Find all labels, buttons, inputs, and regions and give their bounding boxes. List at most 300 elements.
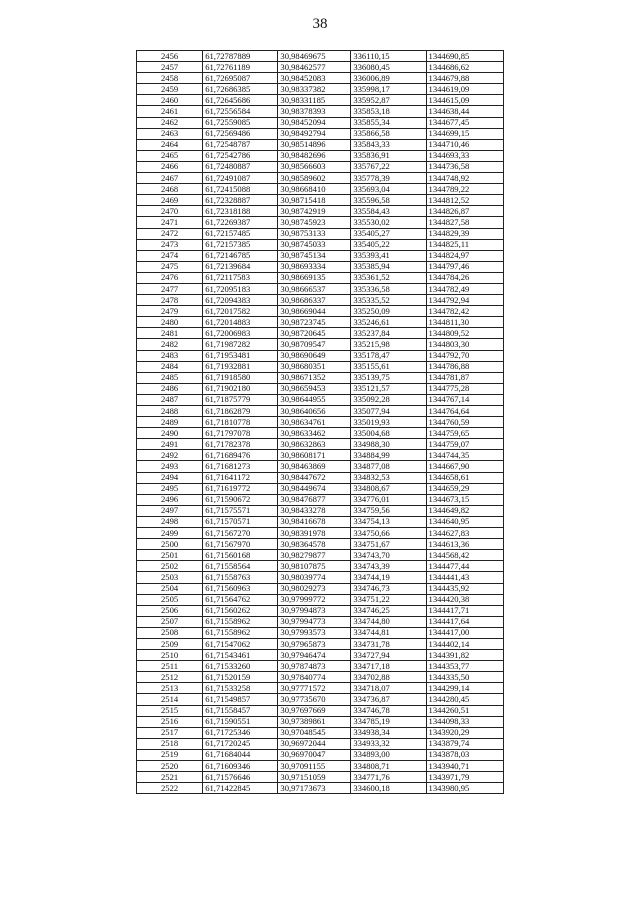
longitude-cell: 30,98671352 [278,372,351,383]
point-number-cell: 2500 [137,539,203,550]
table-row [137,650,504,661]
table-row [137,561,504,572]
point-number-cell: 2520 [137,761,203,772]
latitude-cell: 61,72017582 [203,306,278,317]
x-coordinate-cell: 335336,58 [351,283,426,294]
y-coordinate-cell: 1344764,64 [426,406,503,417]
latitude-cell: 61,71953481 [203,350,278,361]
latitude-cell: 61,71576646 [203,772,278,783]
point-number-cell: 2457 [137,62,203,73]
point-number-cell: 2515 [137,705,203,716]
longitude-cell: 30,98608171 [278,450,351,461]
latitude-cell: 61,71575571 [203,505,278,516]
point-number-cell: 2466 [137,161,203,172]
latitude-cell: 61,72328887 [203,195,278,206]
longitude-cell: 30,98514896 [278,139,351,150]
latitude-cell: 61,71549857 [203,694,278,705]
table-row [137,394,504,405]
y-coordinate-cell: 1344825,11 [426,239,503,250]
x-coordinate-cell: 334702,88 [351,672,426,683]
point-number-cell: 2484 [137,361,203,372]
y-coordinate-cell: 1344260,51 [426,705,503,716]
y-coordinate-cell: 1344477,44 [426,561,503,572]
x-coordinate-cell: 335155,61 [351,361,426,372]
table-row [137,128,504,139]
table-row [137,161,504,172]
x-coordinate-cell: 335139,75 [351,372,426,383]
point-number-cell: 2519 [137,749,203,760]
latitude-cell: 61,72146785 [203,250,278,261]
point-number-cell: 2505 [137,594,203,605]
x-coordinate-cell: 334744,81 [351,627,426,638]
point-number-cell: 2467 [137,173,203,184]
x-coordinate-cell: 335019,93 [351,417,426,428]
y-coordinate-cell: 1344677,45 [426,117,503,128]
table-row [137,683,504,694]
y-coordinate-cell: 1344280,45 [426,694,503,705]
latitude-cell: 61,71609346 [203,761,278,772]
longitude-cell: 30,98378393 [278,106,351,117]
x-coordinate-cell: 334771,76 [351,772,426,783]
table-row [137,638,504,649]
point-number-cell: 2486 [137,383,203,394]
longitude-cell: 30,98589602 [278,173,351,184]
y-coordinate-cell: 1344649,82 [426,505,503,516]
x-coordinate-cell: 335998,17 [351,84,426,95]
point-number-cell: 2469 [137,195,203,206]
y-coordinate-cell: 1344659,29 [426,483,503,494]
longitude-cell: 30,96970047 [278,749,351,760]
y-coordinate-cell: 1344335,50 [426,672,503,683]
x-coordinate-cell: 334751,67 [351,539,426,550]
point-number-cell: 2468 [137,184,203,195]
y-coordinate-cell: 1344353,77 [426,661,503,672]
y-coordinate-cell: 1344782,42 [426,306,503,317]
point-number-cell: 2518 [137,738,203,749]
y-coordinate-cell: 1344827,58 [426,217,503,228]
y-coordinate-cell: 1344619,09 [426,84,503,95]
page-number: 38 [312,16,328,32]
y-coordinate-cell: 1344781,87 [426,372,503,383]
latitude-cell: 61,71543461 [203,650,278,661]
table-row [137,250,504,261]
y-coordinate-cell: 1344744,35 [426,450,503,461]
x-coordinate-cell: 334743,70 [351,550,426,561]
coordinates-table-body [137,51,504,794]
longitude-cell: 30,98029273 [278,583,351,594]
y-coordinate-cell: 1344710,46 [426,139,503,150]
point-number-cell: 2504 [137,583,203,594]
table-row [137,283,504,294]
point-number-cell: 2490 [137,428,203,439]
x-coordinate-cell: 335077,94 [351,406,426,417]
table-row [137,539,504,550]
longitude-cell: 30,98745033 [278,239,351,250]
x-coordinate-cell: 335952,87 [351,95,426,106]
latitude-cell: 61,71902180 [203,383,278,394]
longitude-cell: 30,98632863 [278,439,351,450]
longitude-cell: 30,98331185 [278,95,351,106]
y-coordinate-cell: 1344391,82 [426,650,503,661]
y-coordinate-cell: 1344760,59 [426,417,503,428]
table-row [137,716,504,727]
longitude-cell: 30,98452083 [278,73,351,84]
table-row [137,483,504,494]
longitude-cell: 30,98449674 [278,483,351,494]
x-coordinate-cell: 335855,34 [351,117,426,128]
x-coordinate-cell: 335004,68 [351,428,426,439]
x-coordinate-cell: 334785,19 [351,716,426,727]
y-coordinate-cell: 1344797,46 [426,261,503,272]
point-number-cell: 2502 [137,561,203,572]
x-coordinate-cell: 334600,18 [351,783,426,794]
longitude-cell: 30,98644955 [278,394,351,405]
longitude-cell: 30,97965873 [278,638,351,649]
y-coordinate-cell: 1344417,64 [426,616,503,627]
longitude-cell: 30,98452094 [278,117,351,128]
point-number-cell: 2510 [137,650,203,661]
latitude-cell: 61,72480887 [203,161,278,172]
table-row [137,217,504,228]
point-number-cell: 2521 [137,772,203,783]
point-number-cell: 2485 [137,372,203,383]
latitude-cell: 61,71689476 [203,450,278,461]
latitude-cell: 61,72548787 [203,139,278,150]
point-number-cell: 2463 [137,128,203,139]
x-coordinate-cell: 336080,45 [351,62,426,73]
table-row [137,295,504,306]
longitude-cell: 30,98391978 [278,528,351,539]
x-coordinate-cell: 335237,84 [351,328,426,339]
latitude-cell: 61,71564762 [203,594,278,605]
latitude-cell: 61,72645686 [203,95,278,106]
y-coordinate-cell: 1343980,95 [426,783,503,794]
table-row [137,173,504,184]
point-number-cell: 2458 [137,73,203,84]
latitude-cell: 61,72117583 [203,272,278,283]
table-row [137,694,504,705]
y-coordinate-cell: 1343920,29 [426,727,503,738]
y-coordinate-cell: 1343878,03 [426,749,503,760]
table-row [137,461,504,472]
latitude-cell: 61,72157485 [203,228,278,239]
latitude-cell: 61,71570571 [203,516,278,527]
latitude-cell: 61,71558962 [203,627,278,638]
latitude-cell: 61,72094383 [203,295,278,306]
x-coordinate-cell: 335335,52 [351,295,426,306]
longitude-cell: 30,98433278 [278,505,351,516]
point-number-cell: 2492 [137,450,203,461]
longitude-cell: 30,97389861 [278,716,351,727]
longitude-cell: 30,97771572 [278,683,351,694]
x-coordinate-cell: 334731,78 [351,638,426,649]
longitude-cell: 30,98745923 [278,217,351,228]
y-coordinate-cell: 1344759,65 [426,428,503,439]
y-coordinate-cell: 1344748,92 [426,173,503,184]
y-coordinate-cell: 1344826,87 [426,206,503,217]
x-coordinate-cell: 334808,71 [351,761,426,772]
point-number-cell: 2495 [137,483,203,494]
x-coordinate-cell: 335385,94 [351,261,426,272]
longitude-cell: 30,98107875 [278,561,351,572]
point-number-cell: 2493 [137,461,203,472]
x-coordinate-cell: 334717,18 [351,661,426,672]
latitude-cell: 61,72095183 [203,283,278,294]
point-number-cell: 2499 [137,528,203,539]
longitude-cell: 30,98364578 [278,539,351,550]
x-coordinate-cell: 336006,89 [351,73,426,84]
point-number-cell: 2497 [137,505,203,516]
y-coordinate-cell: 1343940,71 [426,761,503,772]
point-number-cell: 2471 [137,217,203,228]
table-row [137,406,504,417]
latitude-cell: 61,71558457 [203,705,278,716]
longitude-cell: 30,97993573 [278,627,351,638]
x-coordinate-cell: 334718,07 [351,683,426,694]
point-number-cell: 2507 [137,616,203,627]
longitude-cell: 30,98666537 [278,283,351,294]
x-coordinate-cell: 335843,33 [351,139,426,150]
latitude-cell: 61,72318188 [203,206,278,217]
x-coordinate-cell: 334727,94 [351,650,426,661]
longitude-cell: 30,98720645 [278,328,351,339]
table-row [137,51,504,62]
longitude-cell: 30,98633462 [278,428,351,439]
table-row [137,727,504,738]
table-row [137,328,504,339]
y-coordinate-cell: 1344686,62 [426,62,503,73]
y-coordinate-cell: 1344792,70 [426,350,503,361]
point-number-cell: 2481 [137,328,203,339]
table-row [137,317,504,328]
x-coordinate-cell: 334754,13 [351,516,426,527]
longitude-cell: 30,98492794 [278,128,351,139]
table-row [137,572,504,583]
y-coordinate-cell: 1344803,30 [426,339,503,350]
y-coordinate-cell: 1344759,07 [426,439,503,450]
point-number-cell: 2501 [137,550,203,561]
x-coordinate-cell: 334893,00 [351,749,426,760]
longitude-cell: 30,97048545 [278,727,351,738]
y-coordinate-cell: 1344420,38 [426,594,503,605]
x-coordinate-cell: 335215,98 [351,339,426,350]
point-number-cell: 2494 [137,472,203,483]
x-coordinate-cell: 335596,58 [351,195,426,206]
x-coordinate-cell: 334933,32 [351,738,426,749]
latitude-cell: 61,72569486 [203,128,278,139]
x-coordinate-cell: 335584,43 [351,206,426,217]
table-row [137,150,504,161]
longitude-cell: 30,98753133 [278,228,351,239]
table-row [137,239,504,250]
latitude-cell: 61,72542786 [203,150,278,161]
longitude-cell: 30,98337382 [278,84,351,95]
point-number-cell: 2488 [137,406,203,417]
point-number-cell: 2522 [137,783,203,794]
table-row [137,339,504,350]
longitude-cell: 30,98462577 [278,62,351,73]
x-coordinate-cell: 334938,34 [351,727,426,738]
y-coordinate-cell: 1344812,52 [426,195,503,206]
y-coordinate-cell: 1344699,15 [426,128,503,139]
table-row [137,95,504,106]
longitude-cell: 30,98039774 [278,572,351,583]
y-coordinate-cell: 1344613,36 [426,539,503,550]
latitude-cell: 61,71725346 [203,727,278,738]
point-number-cell: 2460 [137,95,203,106]
y-coordinate-cell: 1344441,43 [426,572,503,583]
table-row [137,594,504,605]
x-coordinate-cell: 335246,61 [351,317,426,328]
y-coordinate-cell: 1344627,83 [426,528,503,539]
latitude-cell: 61,71641172 [203,472,278,483]
table-row [137,516,504,527]
latitude-cell: 61,72006983 [203,328,278,339]
table-row [137,306,504,317]
x-coordinate-cell: 335767,22 [351,161,426,172]
table-row [137,350,504,361]
longitude-cell: 30,98566603 [278,161,351,172]
x-coordinate-cell: 334776,01 [351,494,426,505]
y-coordinate-cell: 1344775,28 [426,383,503,394]
x-coordinate-cell: 335693,04 [351,184,426,195]
longitude-cell: 30,96972044 [278,738,351,749]
y-coordinate-cell: 1344784,26 [426,272,503,283]
longitude-cell: 30,97840774 [278,672,351,683]
table-row [137,228,504,239]
longitude-cell: 30,98469675 [278,51,351,62]
table-row [137,505,504,516]
x-coordinate-cell: 335853,18 [351,106,426,117]
latitude-cell: 61,71533260 [203,661,278,672]
longitude-cell: 30,97946474 [278,650,351,661]
point-number-cell: 2473 [137,239,203,250]
y-coordinate-cell: 1344667,90 [426,461,503,472]
y-coordinate-cell: 1344693,33 [426,150,503,161]
point-number-cell: 2503 [137,572,203,583]
latitude-cell: 61,71558564 [203,561,278,572]
latitude-cell: 61,71918580 [203,372,278,383]
y-coordinate-cell: 1344402,14 [426,638,503,649]
x-coordinate-cell: 335405,27 [351,228,426,239]
latitude-cell: 61,71547062 [203,638,278,649]
longitude-cell: 30,97697669 [278,705,351,716]
y-coordinate-cell: 1344658,61 [426,472,503,483]
y-coordinate-cell: 1344673,15 [426,494,503,505]
latitude-cell: 61,71720245 [203,738,278,749]
point-number-cell: 2464 [137,139,203,150]
longitude-cell: 30,97173673 [278,783,351,794]
y-coordinate-cell: 1344640,95 [426,516,503,527]
latitude-cell: 61,71932881 [203,361,278,372]
x-coordinate-cell: 334746,78 [351,705,426,716]
latitude-cell: 61,72269387 [203,217,278,228]
x-coordinate-cell: 334744,19 [351,572,426,583]
table-row [137,361,504,372]
table-row [137,73,504,84]
latitude-cell: 61,72157385 [203,239,278,250]
latitude-cell: 61,71862879 [203,406,278,417]
point-number-cell: 2509 [137,638,203,649]
latitude-cell: 61,72491087 [203,173,278,184]
table-row [137,106,504,117]
coordinates-table [136,50,504,794]
point-number-cell: 2480 [137,317,203,328]
x-coordinate-cell: 334736,87 [351,694,426,705]
table-row [137,117,504,128]
point-number-cell: 2491 [137,439,203,450]
table-row [137,672,504,683]
point-number-cell: 2511 [137,661,203,672]
x-coordinate-cell: 334744,80 [351,616,426,627]
x-coordinate-cell: 335178,47 [351,350,426,361]
table-row [137,494,504,505]
x-coordinate-cell: 334759,56 [351,505,426,516]
y-coordinate-cell: 1343879,74 [426,738,503,749]
x-coordinate-cell: 334746,73 [351,583,426,594]
point-number-cell: 2517 [137,727,203,738]
longitude-cell: 30,98659453 [278,383,351,394]
latitude-cell: 61,71560963 [203,583,278,594]
table-row [137,616,504,627]
y-coordinate-cell: 1344098,33 [426,716,503,727]
y-coordinate-cell: 1344809,52 [426,328,503,339]
y-coordinate-cell: 1344824,97 [426,250,503,261]
y-coordinate-cell: 1344679,88 [426,73,503,84]
table-row [137,472,504,483]
longitude-cell: 30,98693334 [278,261,351,272]
latitude-cell: 61,71558763 [203,572,278,583]
point-number-cell: 2487 [137,394,203,405]
longitude-cell: 30,98669044 [278,306,351,317]
longitude-cell: 30,98463869 [278,461,351,472]
y-coordinate-cell: 1344782,49 [426,283,503,294]
point-number-cell: 2512 [137,672,203,683]
point-number-cell: 2496 [137,494,203,505]
latitude-cell: 61,72014883 [203,317,278,328]
point-number-cell: 2477 [137,283,203,294]
longitude-cell: 30,98476877 [278,494,351,505]
latitude-cell: 61,72559085 [203,117,278,128]
latitude-cell: 61,71810778 [203,417,278,428]
table-row [137,450,504,461]
longitude-cell: 30,98742919 [278,206,351,217]
x-coordinate-cell: 334750,66 [351,528,426,539]
table-row [137,605,504,616]
latitude-cell: 61,71590672 [203,494,278,505]
longitude-cell: 30,98669135 [278,272,351,283]
table-row [137,772,504,783]
longitude-cell: 30,98686337 [278,295,351,306]
longitude-cell: 30,97874873 [278,661,351,672]
y-coordinate-cell: 1344786,88 [426,361,503,372]
latitude-cell: 61,71875779 [203,394,278,405]
longitude-cell: 30,98416678 [278,516,351,527]
y-coordinate-cell: 1344811,30 [426,317,503,328]
latitude-cell: 61,71560168 [203,550,278,561]
table-row [137,738,504,749]
y-coordinate-cell: 1344638,44 [426,106,503,117]
x-coordinate-cell: 335250,09 [351,306,426,317]
latitude-cell: 61,71558962 [203,616,278,627]
table-row [137,661,504,672]
y-coordinate-cell: 1344789,22 [426,184,503,195]
longitude-cell: 30,97091155 [278,761,351,772]
longitude-cell: 30,98640656 [278,406,351,417]
latitude-cell: 61,72556584 [203,106,278,117]
table-row [137,749,504,760]
x-coordinate-cell: 334746,25 [351,605,426,616]
